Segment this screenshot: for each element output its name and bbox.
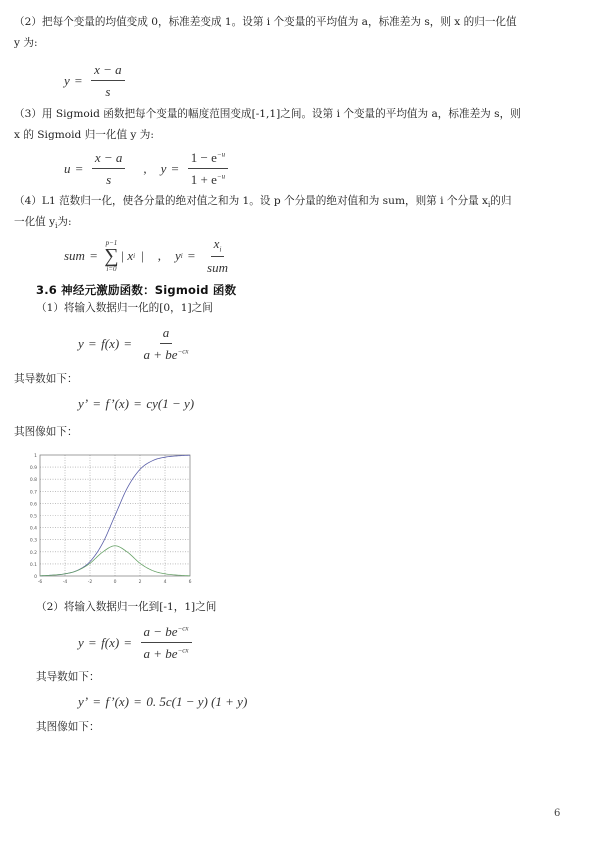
formula-lhs-y: y bbox=[160, 161, 167, 176]
abs-body: | x bbox=[120, 247, 134, 263]
denominator: sum bbox=[207, 259, 228, 275]
para-3-line-1: （3）用 Sigmoid 函数把每个变量的幅度范围变成[-1,1]之间。设第 i 个变量的平均值为 a，标准差为 s，则 bbox=[14, 108, 521, 120]
fraction bbox=[91, 62, 125, 100]
equals-sign: = bbox=[89, 247, 98, 263]
text: 一化值 y bbox=[14, 216, 56, 228]
denominator: s bbox=[106, 172, 112, 187]
numerator: x − a bbox=[92, 150, 126, 169]
separator: , bbox=[143, 161, 147, 176]
item-2-text: （2）将输入数据归一化到[-1，1]之间 bbox=[36, 601, 217, 613]
formula-sigmoid-01 bbox=[78, 325, 196, 363]
x-tick-label: 4 bbox=[163, 580, 167, 585]
x-tick-label: -2 bbox=[87, 580, 93, 585]
fraction-y bbox=[188, 150, 228, 188]
numerator-x: x bbox=[213, 236, 220, 251]
equals-sign: = bbox=[93, 396, 101, 411]
formula-lhs-u: u bbox=[64, 161, 71, 176]
abs-close: | bbox=[141, 247, 144, 263]
numerator bbox=[211, 236, 225, 257]
equals-sign: = bbox=[93, 694, 101, 709]
equals-sign: = bbox=[124, 635, 132, 650]
x-tick-label: 0 bbox=[113, 580, 117, 585]
formula-lhs: y bbox=[78, 635, 84, 650]
sigmoid-chart bbox=[25, 450, 200, 585]
sum-lower-limit: i=0 bbox=[106, 264, 117, 273]
formula-rhs: 0. 5c(1 − y) (1 + y) bbox=[146, 694, 248, 709]
denominator-base: a + be bbox=[143, 347, 178, 362]
numerator bbox=[188, 150, 228, 169]
x-tick-label: 6 bbox=[188, 580, 192, 585]
numerator: a bbox=[160, 325, 173, 344]
exponent: −u bbox=[216, 150, 226, 159]
formula-rhs: cy(1 − y) bbox=[146, 396, 195, 411]
y-tick-label: 0.5 bbox=[29, 514, 37, 520]
equals-sign: = bbox=[88, 635, 97, 650]
text: （4）L1 范数归一化，使各分量的绝对值之和为 1。设 p 个分量的绝对值和为 sum，则第 i 个分量 x bbox=[14, 195, 489, 207]
derivative-label-2: 其导数如下： bbox=[36, 671, 100, 683]
text: 为: bbox=[57, 216, 72, 228]
image-label-2: 其图像如下： bbox=[36, 721, 100, 733]
function-derivative: f’(x) bbox=[105, 396, 130, 411]
y-tick-label: 0.1 bbox=[29, 562, 37, 568]
equals-sign: = bbox=[134, 694, 142, 709]
page-number: 6 bbox=[554, 808, 561, 819]
y-tick-label: 0.8 bbox=[29, 478, 37, 484]
subscript: i bbox=[219, 245, 222, 254]
equals-sign: = bbox=[74, 73, 83, 88]
para-3-line-2: x 的 Sigmoid 归一化值 y 为: bbox=[14, 129, 154, 141]
y-tick-label: 0.3 bbox=[29, 538, 37, 544]
equals-sign: = bbox=[134, 396, 142, 411]
x-tick-label: -4 bbox=[62, 580, 68, 585]
equals-sign: = bbox=[187, 247, 196, 263]
formula-sigmoid-normalize bbox=[64, 150, 232, 188]
y-tick-label: 0.4 bbox=[29, 526, 37, 532]
formula-lhs-y: y bbox=[174, 247, 181, 263]
formula-lhs: y bbox=[64, 73, 70, 88]
x-tick-label: -6 bbox=[37, 580, 43, 585]
denominator-base: a + be bbox=[143, 646, 178, 661]
equals-sign: = bbox=[171, 161, 179, 176]
item-1-text: （1）将输入数据归一化的[0，1]之间 bbox=[36, 302, 213, 314]
y-tick-label: 0.7 bbox=[29, 490, 37, 496]
numerator-base: 1 − e bbox=[190, 150, 217, 165]
formula-l1-norm bbox=[64, 236, 235, 276]
y-tick-label: 0.6 bbox=[29, 502, 37, 508]
formula-standardize bbox=[64, 62, 129, 100]
denominator-base: 1 + e bbox=[190, 172, 217, 187]
y-tick-label: 0.9 bbox=[29, 466, 37, 472]
equals-sign: = bbox=[88, 336, 97, 351]
formula-sigmoid-11 bbox=[78, 624, 196, 662]
equals-sign: = bbox=[124, 336, 132, 351]
numerator bbox=[141, 624, 192, 643]
x-tick-label: 2 bbox=[138, 580, 142, 585]
y-tick-label: 0.2 bbox=[29, 550, 37, 556]
para-4-line-2 bbox=[14, 214, 72, 230]
exponent: −cx bbox=[177, 646, 189, 655]
function-fx: f(x) bbox=[101, 336, 120, 351]
fraction bbox=[141, 624, 192, 662]
exponent: −cx bbox=[177, 347, 189, 356]
function-fx: f(x) bbox=[101, 635, 120, 650]
denominator bbox=[141, 344, 192, 363]
formula-lhs: y’ bbox=[78, 694, 89, 709]
subscript: i bbox=[180, 251, 183, 260]
formula-lhs-sum: sum bbox=[64, 247, 85, 263]
sum-upper-limit: p−1 bbox=[105, 238, 118, 247]
y-tick-label: 0 bbox=[34, 575, 37, 580]
para-2-line-1: （2）把每个变量的均值变成 0，标准差变成 1。设第 i 个变量的平均值为 a，标准差为 s，则 x 的归一化值 bbox=[14, 16, 517, 28]
fraction bbox=[141, 325, 192, 363]
denominator bbox=[141, 643, 192, 662]
formula-derivative-1 bbox=[78, 396, 194, 412]
section-heading: 3.6 神经元激励函数：Sigmoid 函数 bbox=[36, 283, 237, 297]
function-derivative: f’(x) bbox=[105, 694, 130, 709]
summation bbox=[104, 239, 118, 273]
sigma-symbol: ∑ bbox=[104, 244, 119, 267]
para-4-line-1 bbox=[14, 193, 511, 209]
equals-sign: = bbox=[75, 161, 83, 176]
separator: , bbox=[157, 247, 161, 263]
denominator: s bbox=[105, 84, 111, 99]
fraction-u bbox=[92, 150, 126, 188]
subscript: i bbox=[488, 201, 491, 210]
image-label-1: 其图像如下： bbox=[14, 426, 78, 438]
subscript: i bbox=[55, 222, 58, 231]
formula-derivative-2 bbox=[78, 694, 247, 710]
formula-lhs: y’ bbox=[78, 396, 89, 411]
fraction bbox=[204, 236, 231, 276]
text: 的归 bbox=[490, 195, 512, 207]
para-2-line-2: y 为: bbox=[14, 37, 38, 49]
subscript: i bbox=[133, 251, 136, 260]
formula-lhs: y bbox=[78, 336, 84, 351]
numerator: x − a bbox=[91, 62, 125, 81]
exponent: −u bbox=[216, 172, 226, 181]
numerator-base: a − be bbox=[143, 624, 178, 639]
derivative-label-1: 其导数如下： bbox=[14, 373, 78, 385]
exponent: −cx bbox=[177, 624, 189, 633]
denominator bbox=[188, 169, 228, 188]
y-tick-label: 1 bbox=[34, 454, 37, 459]
